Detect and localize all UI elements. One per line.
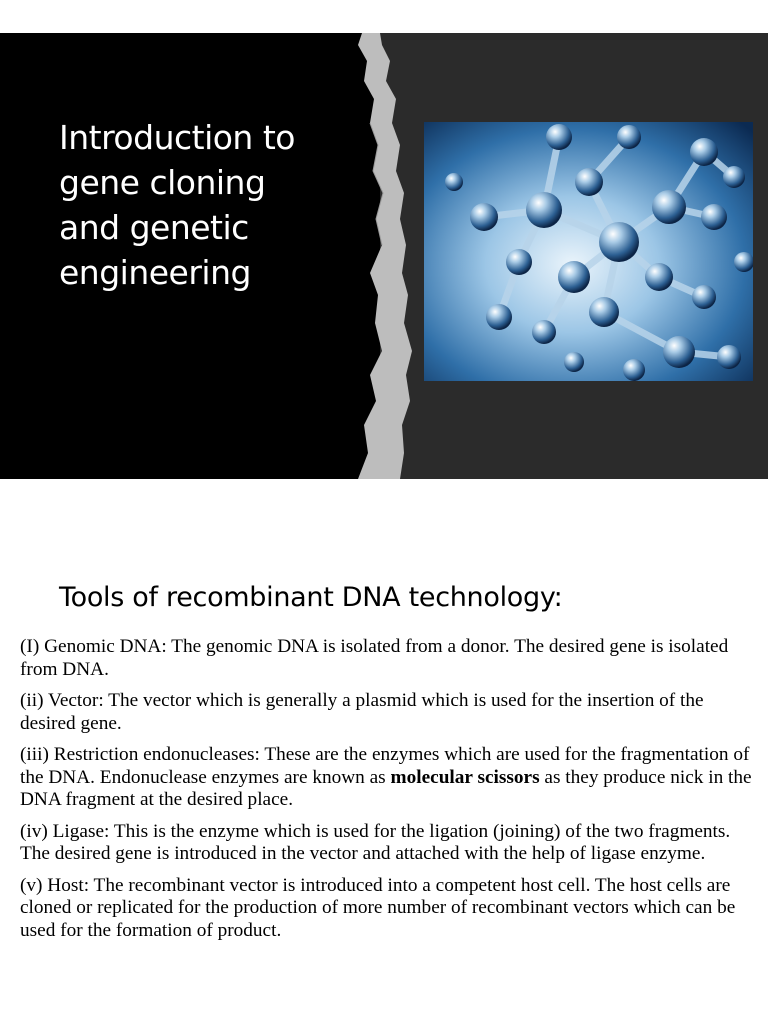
bold-term: molecular scissors [390, 766, 540, 788]
list-item: (ii) Vector: The vector which is generally a plasmid which is used for the insertion of the desired gene. [20, 690, 704, 734]
item-text: (iii) Restriction endonucleases: These are the enzymes which are used for the fragmentation of the DNA. Endonuclease enzymes are known as [20, 744, 750, 788]
section-title: Tools of recombinant DNA technology: [59, 582, 563, 613]
molecule-image [424, 122, 753, 381]
slide-title [59, 115, 359, 295]
title-line: and genetic [59, 208, 249, 247]
title-line: engineering [59, 253, 251, 292]
title-line: Introduction to [59, 118, 295, 157]
list-item: (I) Genomic DNA: The genomic DNA is isolated from a donor. The desired gene is isolated from DNA. [20, 636, 729, 680]
item-text: as they produce nick in the DNA fragment at the desired place. [20, 766, 752, 810]
tools-list [20, 636, 755, 951]
list-item [20, 744, 755, 812]
list-item: (iv) Ligase: This is the enzyme which is used for the ligation (joining) of the two fragments. The desired gene is introduced in the vector and attached with the help of ligase enzyme. [20, 820, 731, 864]
title-line: gene cloning [59, 163, 266, 202]
list-item: (v) Host: The recombinant vector is introduced into a competent host cell. The host cells are cloned or replicated for the production of more number of recombinant vectors which can be used for the formation of product. [20, 874, 736, 941]
title-slide [0, 33, 768, 479]
